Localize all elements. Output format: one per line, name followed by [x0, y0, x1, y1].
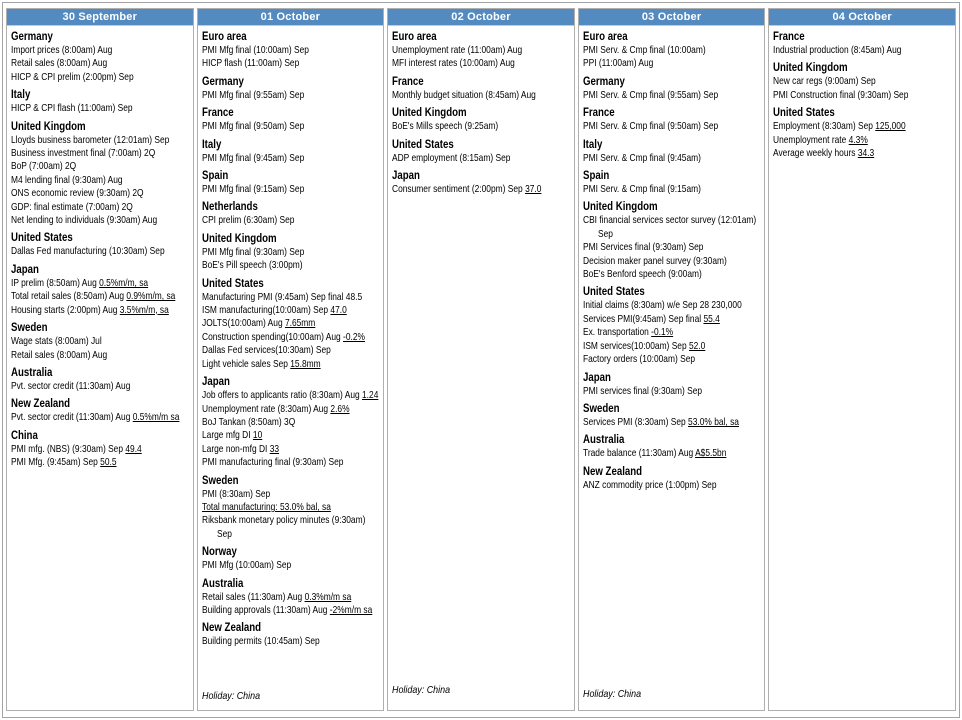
country-section	[11, 366, 189, 393]
event-item: Trade balance (11:30am) Aug A$5.5bn	[582, 447, 727, 460]
country-header: United States	[582, 286, 645, 299]
event-item: Import prices (8:00am) Aug	[11, 44, 113, 56]
event-item: Average weekly hours 34.3	[773, 147, 875, 160]
event-item: BoJ Tankan (8:50am) 3Q	[201, 415, 295, 428]
event-item: PMI Construction final (9:30am) Sep	[773, 88, 909, 101]
country-header: United Kingdom	[392, 107, 467, 120]
country-section	[11, 263, 189, 317]
event-item: Ex. transportation -0.1%	[582, 326, 673, 339]
country-header: Euro area	[582, 31, 628, 43]
country-header: United States	[11, 232, 73, 245]
event-item: Monthly budget situation (8:45am) Aug	[392, 88, 537, 101]
event-item: Unemployment rate 4.3%	[773, 133, 869, 146]
event-item: Large non-mfg DI 33	[201, 442, 279, 455]
country-section	[392, 138, 570, 165]
country-header: France	[392, 75, 424, 88]
country-header: United Kingdom	[773, 62, 848, 75]
country-header: Italy	[201, 138, 221, 151]
event-item: Employment (8:30am) Sep 125,000	[773, 120, 906, 133]
country-header: United States	[773, 107, 836, 120]
country-header: Italy	[582, 138, 603, 151]
event-item: Unemployment rate (11:00am) Aug	[392, 44, 523, 56]
event-item: PMI Services final (9:30am) Sep	[582, 241, 704, 254]
event-item: PMI (8:30am) Sep	[201, 487, 270, 500]
column-body	[579, 26, 765, 710]
country-section	[583, 465, 761, 492]
country-header: Euro area	[392, 31, 437, 43]
event-item: PMI Serv. & Cmp final (9:45am)	[582, 151, 701, 164]
event-item: Decision maker panel survey (9:30am)	[582, 254, 727, 267]
country-header: Germany	[11, 31, 53, 43]
event-item: PMI Mfg (10:00am) Sep	[201, 559, 291, 572]
event-item: PMI Serv. & Cmp final (10:00am)	[582, 44, 706, 56]
event-item: Retail sales (11:30am) Aug 0.3%m/m sa	[201, 590, 351, 603]
event-item: Wage stats (8:00am) Jul	[11, 335, 102, 348]
event-item: Retail sales (8:00am) Aug	[11, 57, 108, 70]
event-item: BoE's Benford speech (9:00am)	[582, 268, 702, 281]
column-body	[769, 26, 955, 710]
country-header: Netherlands	[201, 201, 258, 214]
event-item: Industrial production (8:45am) Aug	[773, 44, 902, 56]
country-header: Australia	[11, 366, 53, 379]
country-header: Japan	[201, 376, 230, 389]
event-item: Sep	[216, 527, 232, 540]
event-item: Total retail sales (8:50am) Aug 0.9%m/m, sa	[11, 290, 176, 303]
country-header: Italy	[11, 89, 31, 102]
event-item: ONS economic review (9:30am) 2Q	[11, 187, 144, 200]
country-header: Australia	[201, 577, 243, 590]
event-item: HICP & CPI prelim (2:00pm) Sep	[11, 70, 134, 83]
event-item: Services PMI (8:30am) Sep 53.0% bal, sa	[582, 415, 739, 428]
country-header: Euro area	[201, 31, 247, 43]
holiday-note: Holiday: China	[392, 684, 451, 696]
event-item: Initial claims (8:30am) w/e Sep 28 230,000	[582, 299, 742, 312]
event-item: Factory orders (10:00am) Sep	[582, 353, 695, 366]
country-section	[583, 433, 761, 460]
event-item: ANZ commodity price (1:00pm) Sep	[582, 478, 717, 491]
event-item: PMI Serv. & Cmp final (9:55am) Sep	[582, 88, 719, 101]
calendar-column-3	[387, 8, 575, 711]
country-section	[202, 169, 380, 196]
holiday-note: Holiday: China	[201, 690, 260, 702]
column-date-header: 03 October	[579, 9, 765, 26]
country-section	[392, 106, 570, 133]
calendar-column-5	[768, 8, 956, 711]
country-section	[583, 402, 761, 429]
country-header: France	[773, 31, 806, 43]
country-section	[583, 106, 761, 133]
column-date-header: 30 September	[7, 9, 193, 26]
event-item: PMI Mfg final (9:15am) Sep	[201, 183, 304, 196]
country-section	[11, 429, 189, 470]
event-item: PMI Serv. & Cmp final (9:15am)	[582, 183, 701, 196]
column-date-header: 01 October	[198, 9, 384, 26]
event-item: Pvt. sector credit (11:30am) Aug 0.5%m/m sa	[11, 411, 180, 424]
event-item: ISM manufacturing(10:00am) Sep 47.0	[201, 304, 347, 317]
event-item: Building permits (10:45am) Sep	[201, 635, 320, 648]
event-item: PMI services final (9:30am) Sep	[582, 384, 702, 397]
event-item: Consumer sentiment (2:00pm) Sep 37.0	[392, 183, 542, 196]
country-section	[202, 138, 380, 165]
country-header: United States	[392, 138, 454, 151]
country-header: Japan	[392, 170, 421, 183]
event-item: Light vehicle sales Sep 15.8mm	[201, 357, 321, 370]
country-header: Germany	[201, 75, 244, 88]
country-section	[202, 375, 380, 469]
event-item: ADP employment (8:15am) Sep	[392, 151, 511, 164]
country-section	[11, 231, 189, 258]
country-header: France	[582, 107, 615, 120]
country-section	[202, 545, 380, 572]
country-header: United Kingdom	[201, 232, 277, 245]
country-header: New Zealand	[11, 398, 71, 411]
calendar-column-2	[197, 8, 385, 711]
country-header: United Kingdom	[582, 201, 658, 214]
event-item: New car regs (9:00am) Sep	[773, 75, 877, 88]
event-item: Net lending to individuals (9:30am) Aug	[11, 214, 158, 227]
event-item: HICP flash (11:00am) Sep	[201, 57, 299, 70]
event-item: PMI Serv. & Cmp final (9:50am) Sep	[582, 120, 719, 133]
country-section	[11, 88, 189, 115]
country-header: Japan	[11, 263, 39, 276]
country-header: Spain	[582, 170, 610, 183]
event-item: PPI (11:00am) Aug	[582, 57, 654, 70]
country-section	[583, 138, 761, 165]
country-section	[202, 232, 380, 273]
country-section	[583, 75, 761, 102]
event-item: Dallas Fed services(10:30am) Sep	[201, 344, 331, 357]
event-item: GDP: final estimate (7:00am) 2Q	[11, 200, 133, 213]
country-section	[773, 106, 951, 160]
column-date-header: 04 October	[769, 9, 955, 26]
column-body	[7, 26, 193, 710]
event-item: BoE's Mills speech (9:25am)	[392, 120, 499, 133]
country-section	[392, 169, 570, 196]
country-section	[202, 200, 380, 227]
event-item: Unemployment rate (8:30am) Aug 2.6%	[201, 402, 350, 415]
country-section	[583, 285, 761, 366]
country-header: Sweden	[582, 402, 620, 415]
event-item: PMI manufacturing final (9:30am) Sep	[201, 456, 344, 469]
country-header: China	[11, 429, 38, 442]
event-item: Total manufacturing: 53.0% bal, sa	[201, 500, 331, 513]
event-item: Lloyds business barometer (12:01am) Sep	[11, 133, 170, 146]
country-header: New Zealand	[201, 622, 261, 635]
country-header: Australia	[582, 434, 625, 447]
country-header: Sweden	[11, 322, 48, 335]
event-item: CBI financial services sector survey (12:01am)	[582, 214, 756, 227]
event-item: Retail sales (8:00am) Aug	[11, 348, 108, 361]
column-body	[198, 26, 384, 710]
country-header: United States	[201, 277, 264, 290]
event-item: M4 lending final (9:30am) Aug	[11, 173, 123, 186]
country-header: Spain	[201, 170, 228, 183]
column-body	[388, 26, 574, 710]
country-section	[583, 30, 761, 71]
country-section	[392, 75, 570, 102]
country-header: Sweden	[201, 474, 239, 487]
calendar-column-4	[578, 8, 766, 711]
country-section	[202, 474, 380, 542]
event-item: Riksbank monetary policy minutes (9:30am)	[201, 514, 365, 527]
event-item: PMI mfg. (NBS) (9:30am) Sep 49.4	[11, 442, 142, 455]
country-section	[773, 30, 951, 57]
event-item: Pvt. sector credit (11:30am) Aug	[11, 379, 131, 392]
holiday-note: Holiday: China	[582, 688, 641, 700]
calendar-column-1	[6, 8, 194, 711]
country-header: Germany	[582, 75, 625, 88]
country-section	[202, 30, 380, 71]
event-item: Housing starts (2:00pm) Aug 3.5%m/m, sa	[11, 303, 169, 316]
country-header: United Kingdom	[11, 120, 86, 133]
event-item: IP prelim (8:50am) Aug 0.5%m/m, sa	[11, 276, 149, 289]
country-section	[773, 61, 951, 102]
country-section	[583, 371, 761, 398]
country-section	[202, 106, 380, 133]
country-header: France	[201, 107, 234, 120]
event-item: PMI Mfg final (9:45am) Sep	[201, 151, 304, 164]
country-section	[11, 120, 189, 228]
country-section	[202, 75, 380, 102]
event-item: Services PMI(9:45am) Sep final 55.4	[582, 312, 720, 325]
country-header: Norway	[201, 546, 237, 559]
event-item: Dallas Fed manufacturing (10:30am) Sep	[11, 245, 165, 258]
event-item: Construction spending(10:00am) Aug -0.2%	[201, 330, 365, 343]
event-item: CPI prelim (6:30am) Sep	[201, 214, 295, 227]
event-item: Job offers to applicants ratio (8:30am) Aug 1.24	[201, 389, 378, 402]
event-item: Manufacturing PMI (9:45am) Sep final 48.5	[201, 290, 362, 303]
event-item: MFI interest rates (10:00am) Aug	[392, 57, 515, 70]
country-header: New Zealand	[582, 465, 642, 478]
event-item: BoP (7:00am) 2Q	[11, 160, 77, 173]
event-item: Large mfg DI 10	[201, 429, 262, 442]
column-date-header: 02 October	[388, 9, 574, 26]
event-item: HICP & CPI flash (11:00am) Sep	[11, 102, 133, 115]
country-section	[583, 200, 761, 281]
country-section	[202, 621, 380, 648]
event-item: PMI Mfg final (9:50am) Sep	[201, 120, 304, 133]
calendar-table	[2, 2, 960, 718]
country-section	[583, 169, 761, 196]
event-item: PMI Mfg. (9:45am) Sep 50.5	[11, 456, 117, 469]
country-section	[11, 30, 189, 84]
event-item: ISM services(10:00am) Sep 52.0	[582, 339, 706, 352]
event-item: PMI Mfg final (10:00am) Sep	[201, 44, 309, 56]
event-item: Business investment final (7:00am) 2Q	[11, 147, 156, 160]
country-section	[11, 321, 189, 362]
event-item: PMI Mfg final (9:55am) Sep	[201, 88, 304, 101]
country-section	[202, 577, 380, 618]
event-item: PMI Mfg final (9:30am) Sep	[201, 245, 304, 258]
country-header: Japan	[582, 371, 611, 384]
country-section	[11, 397, 189, 424]
country-section	[392, 30, 570, 71]
country-section	[202, 277, 380, 371]
event-item: Building approvals (11:30am) Aug -2%m/m sa	[201, 603, 372, 616]
event-item: JOLTS(10:00am) Aug 7.65mm	[201, 317, 315, 330]
event-item: BoE's Pill speech (3:00pm)	[201, 259, 303, 272]
event-item: Sep	[597, 227, 613, 240]
